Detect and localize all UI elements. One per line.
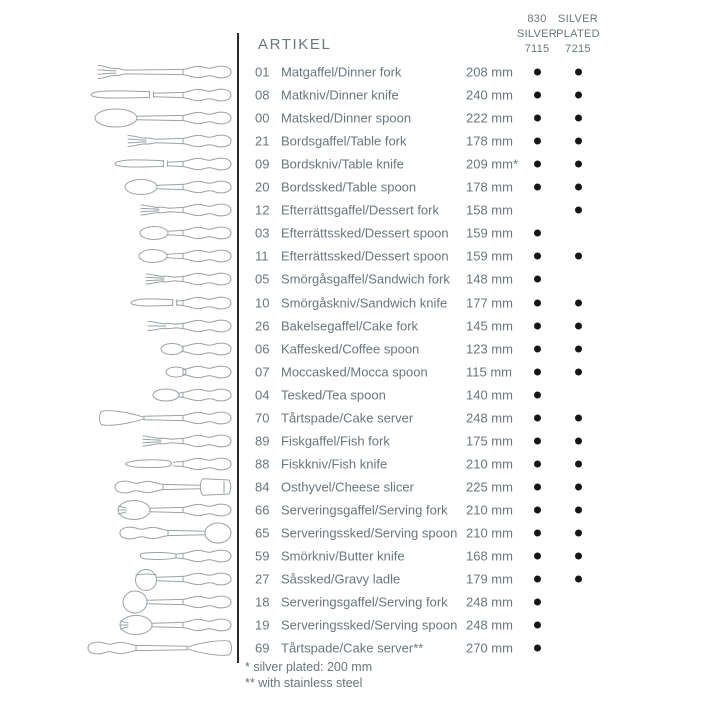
availability-dot-7215 [575, 138, 582, 145]
article-number: 65 [255, 525, 270, 541]
table-row [0, 452, 717, 475]
article-size: 225 mm [466, 479, 513, 495]
article-size: 159 mm [466, 248, 513, 264]
column-header-line: 7115 [524, 43, 550, 55]
article-name: Efterrättsgaffel/Dessert fork [281, 202, 439, 218]
column-header-line: 830 [527, 13, 547, 25]
table-row [0, 314, 717, 337]
article-size: 222 mm [466, 110, 513, 126]
article-number: 27 [255, 571, 270, 587]
availability-dot-7215 [575, 299, 582, 306]
availability-dot-7215 [575, 414, 582, 421]
availability-dot-7215 [575, 92, 582, 99]
article-size: 210 mm [466, 456, 513, 472]
table-row [0, 107, 717, 130]
article-number: 26 [255, 318, 270, 334]
article-size: 248 mm [466, 410, 513, 426]
availability-dot-7215 [575, 483, 582, 490]
article-size: 270 mm [466, 640, 513, 656]
article-number: 88 [255, 456, 270, 472]
column-header-line: PLATED [556, 28, 600, 40]
article-name: Bordssked/Table spoon [281, 179, 417, 195]
availability-dot-7115 [534, 483, 541, 490]
availability-dot-7215 [575, 207, 582, 214]
table-row [0, 245, 717, 268]
article-number: 69 [255, 640, 270, 656]
article-name: Bordskniv/Table knife [281, 156, 404, 172]
article-name: Efterrättssked/Dessert spoon [281, 225, 449, 241]
article-size: 178 mm [466, 133, 513, 149]
table-row [0, 291, 717, 314]
article-number: 70 [255, 410, 270, 426]
article-name: Moccasked/Mocca spoon [281, 364, 428, 380]
article-size: 210 mm [466, 525, 513, 541]
footnote-silver-plated: * silver plated: 200 mm [245, 660, 373, 674]
availability-dot-7115 [534, 576, 541, 583]
article-size: 159 mm [466, 225, 513, 241]
article-number: 09 [255, 156, 270, 172]
availability-dot-7115 [534, 322, 541, 329]
article-name: Efterrättssked/Dessert spoon [281, 248, 449, 264]
article-size: 178 mm [466, 179, 513, 195]
column-header-line: 7215 [565, 43, 591, 55]
article-number: 18 [255, 594, 270, 610]
availability-dot-7215 [575, 115, 582, 122]
article-size: 168 mm [466, 548, 513, 564]
column-header-line: SILVER [516, 28, 558, 40]
availability-dot-7115 [534, 230, 541, 237]
availability-dot-7115 [534, 437, 541, 444]
article-number: 21 [255, 133, 270, 149]
article-name: Fiskkniv/Fish knife [281, 456, 388, 472]
article-number: 06 [255, 341, 270, 357]
article-number: 59 [255, 548, 270, 564]
article-number: 89 [255, 433, 270, 449]
article-number: 04 [255, 387, 270, 403]
article-size: 158 mm [466, 202, 513, 218]
article-name: Smörkniv/Butter knife [281, 548, 405, 564]
table-row [0, 545, 717, 568]
article-size: 175 mm [466, 433, 513, 449]
article-size: 148 mm [466, 271, 513, 287]
article-name: Matsked/Dinner spoon [281, 110, 412, 126]
article-number: 19 [255, 617, 270, 633]
article-name: Serveringsgaffel/Serving fork [281, 594, 448, 610]
article-name: Fiskgaffel/Fish fork [281, 433, 390, 449]
article-number: 66 [255, 502, 270, 518]
article-size: 209 mm* [466, 156, 519, 172]
availability-dot-7215 [575, 506, 582, 513]
availability-dot-7215 [575, 345, 582, 352]
availability-dot-7215 [575, 184, 582, 191]
article-name: Serveringssked/Serving spoon [281, 525, 458, 541]
table-row [0, 568, 717, 591]
article-name: Serveringsgaffel/Serving fork [281, 502, 448, 518]
table-row [0, 383, 717, 406]
availability-dot-7115 [534, 299, 541, 306]
article-name: Serveringssked/Serving spoon [281, 617, 458, 633]
table-row [0, 222, 717, 245]
article-size: 240 mm [466, 87, 513, 103]
article-name: Kaffesked/Coffee spoon [281, 341, 420, 357]
availability-dot-7115 [534, 345, 541, 352]
article-number: 01 [255, 64, 270, 80]
availability-dot-7115 [534, 184, 541, 191]
column-header-silver-plated-7215 [546, 12, 610, 57]
column-header-line: SILVER [557, 13, 599, 25]
availability-dot-7115 [534, 161, 541, 168]
article-name: Osthyvel/Cheese slicer [281, 479, 414, 495]
article-size: 248 mm [466, 617, 513, 633]
article-size: 208 mm [466, 64, 513, 80]
table-row [0, 199, 717, 222]
article-size: 140 mm [466, 387, 513, 403]
availability-dot-7115 [534, 115, 541, 122]
availability-dot-7115 [534, 138, 541, 145]
table-row [0, 337, 717, 360]
availability-dot-7115 [534, 530, 541, 537]
availability-dot-7115 [534, 599, 541, 606]
table-row [0, 153, 717, 176]
article-size: 123 mm [466, 341, 513, 357]
table-row [0, 130, 717, 153]
article-name: Tårtspade/Cake server [281, 410, 414, 426]
table-row [0, 268, 717, 291]
article-name: Smörgåsgaffel/Sandwich fork [281, 271, 450, 287]
article-number: 12 [255, 202, 270, 218]
article-number: 05 [255, 271, 270, 287]
table-row [0, 522, 717, 545]
article-size: 179 mm [466, 571, 513, 587]
article-number: 07 [255, 364, 270, 380]
article-number: 11 [255, 248, 269, 264]
article-name: Tårtspade/Cake server** [281, 640, 424, 656]
table-row [0, 498, 717, 521]
availability-dot-7115 [534, 276, 541, 283]
availability-dot-7115 [534, 506, 541, 513]
article-name: Smörgåskniv/Sandwich knife [281, 295, 448, 310]
availability-dot-7115 [534, 391, 541, 398]
article-name: Bakelsegaffel/Cake fork [281, 318, 419, 334]
availability-dot-7115 [534, 460, 541, 467]
article-name: Såssked/Gravy ladle [281, 571, 401, 587]
table-row [0, 614, 717, 637]
article-name: Matgaffel/Dinner fork [281, 64, 402, 80]
article-number: 03 [255, 225, 270, 241]
availability-dot-7215 [575, 437, 582, 444]
availability-dot-7115 [534, 645, 541, 652]
table-row [0, 360, 717, 383]
table-row [0, 637, 717, 660]
article-size: 115 mm [466, 364, 512, 380]
article-name: Matkniv/Dinner knife [281, 87, 399, 103]
availability-dot-7215 [575, 576, 582, 583]
table-row [0, 84, 717, 107]
article-size: 177 mm [466, 295, 513, 310]
footnote-stainless-steel: ** with stainless steel [245, 675, 363, 690]
availability-dot-7115 [534, 253, 541, 260]
table-row [0, 406, 717, 429]
table-row [0, 475, 717, 498]
footnotes [245, 660, 372, 691]
availability-dot-7115 [534, 414, 541, 421]
table-row [0, 176, 717, 199]
availability-dot-7215 [575, 69, 582, 76]
availability-dot-7215 [575, 530, 582, 537]
table-row [0, 591, 717, 614]
article-number: 00 [255, 110, 270, 126]
availability-dot-7215 [575, 322, 582, 329]
availability-dot-7215 [575, 460, 582, 467]
availability-dot-7115 [534, 553, 541, 560]
article-size: 210 mm [466, 502, 513, 518]
availability-dot-7115 [534, 92, 541, 99]
availability-dot-7115 [534, 622, 541, 629]
article-size: 248 mm [466, 594, 513, 610]
article-name: Tesked/Tea spoon [281, 387, 386, 403]
article-number: 10 [255, 295, 270, 310]
availability-dot-7115 [534, 368, 541, 375]
table-row [0, 429, 717, 452]
table-row [0, 61, 717, 84]
article-size: 145 mm [466, 318, 513, 334]
availability-dot-7215 [575, 161, 582, 168]
article-number: 20 [255, 179, 270, 195]
availability-dot-7215 [575, 368, 582, 375]
article-number: 84 [255, 479, 270, 495]
page-title: ARTIKEL [258, 36, 332, 53]
article-name: Bordsgaffel/Table fork [281, 133, 407, 149]
availability-dot-7215 [575, 553, 582, 560]
availability-dot-7215 [575, 253, 582, 260]
availability-dot-7115 [534, 69, 541, 76]
article-number: 08 [255, 87, 270, 103]
